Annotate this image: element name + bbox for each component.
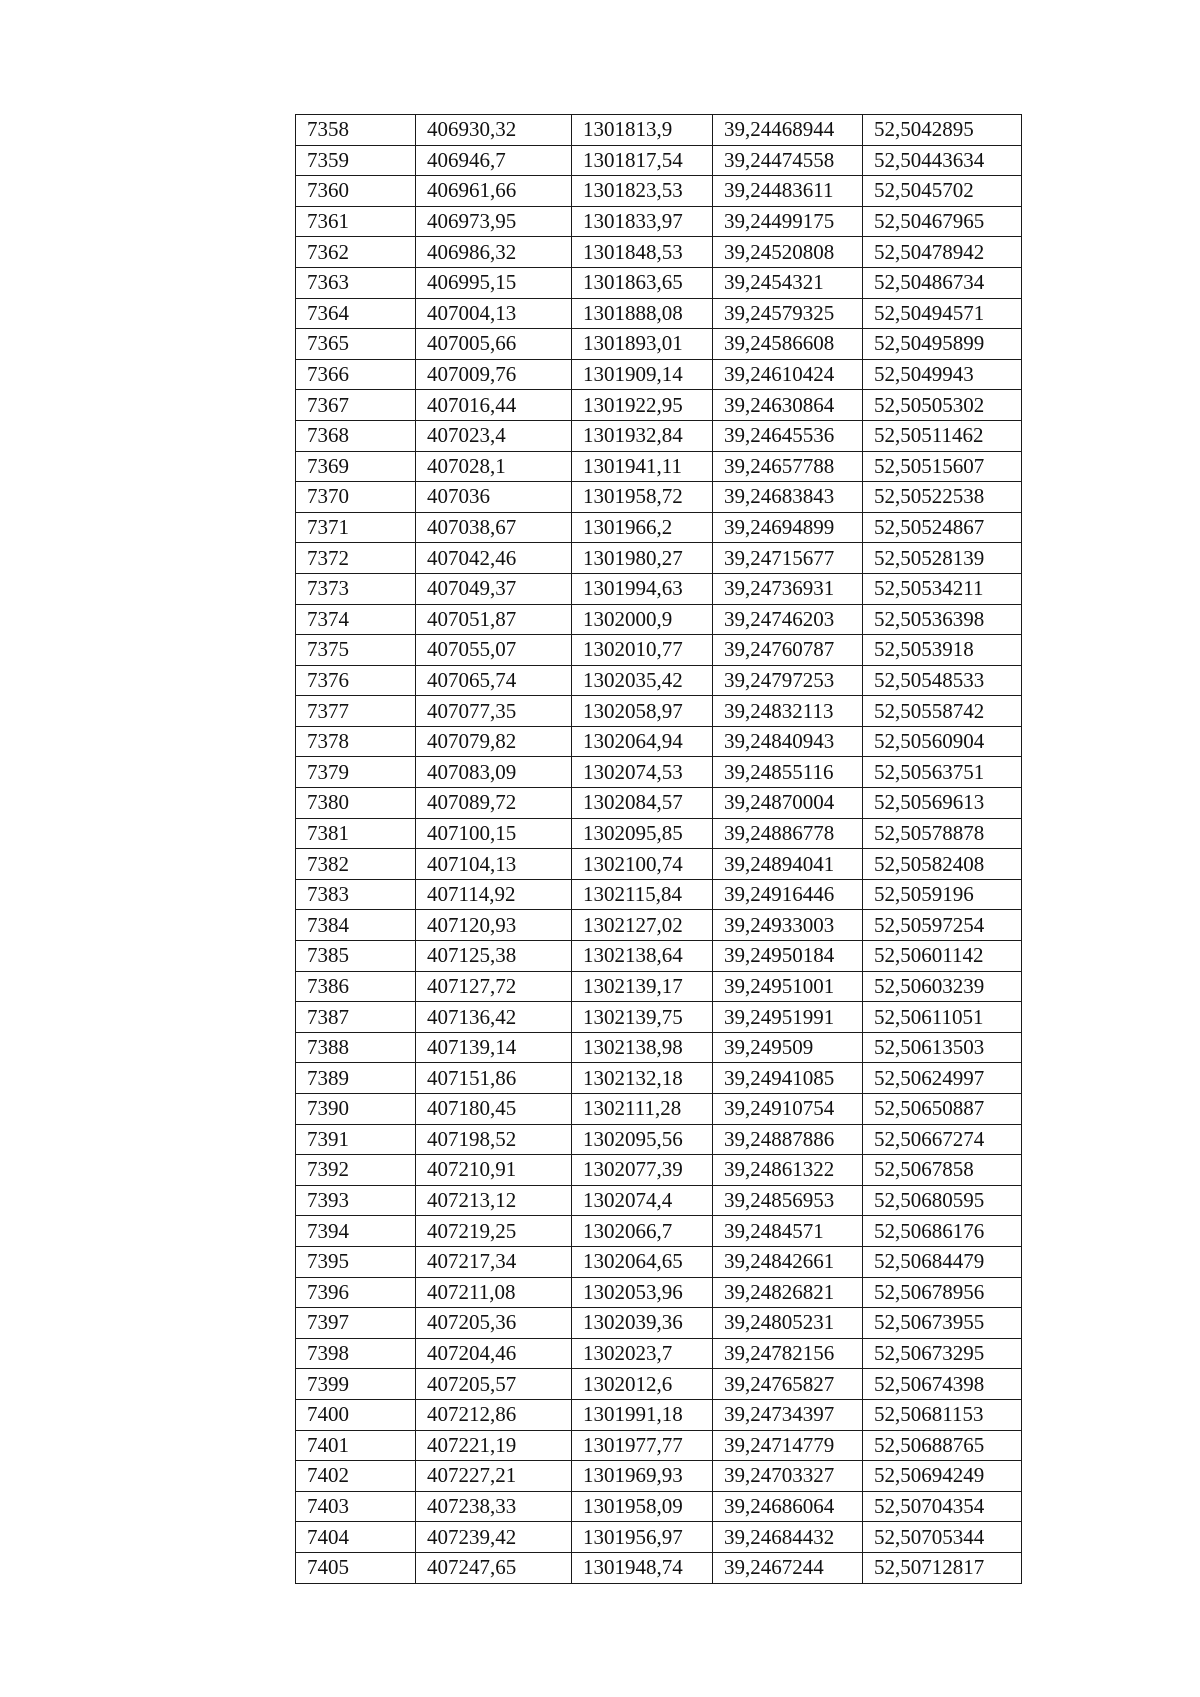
point-number-cell: 7362	[296, 237, 416, 268]
y-coordinate-cell: 1301817,54	[572, 145, 713, 176]
x-coordinate-cell: 407042,46	[416, 543, 572, 574]
x-coordinate-cell: 407004,13	[416, 298, 572, 329]
table-row	[296, 115, 1022, 146]
y-coordinate-cell: 1302039,36	[572, 1308, 713, 1339]
x-coordinate-cell: 407028,1	[416, 451, 572, 482]
y-coordinate-cell: 1301977,77	[572, 1430, 713, 1461]
y-coordinate-cell: 1301922,95	[572, 390, 713, 421]
table-row	[296, 665, 1022, 696]
latitude-cell: 39,24520808	[713, 237, 863, 268]
x-coordinate-cell: 407009,76	[416, 359, 572, 390]
point-number-cell: 7384	[296, 910, 416, 941]
longitude-cell: 52,50494571	[863, 298, 1022, 329]
point-number-cell: 7371	[296, 512, 416, 543]
y-coordinate-cell: 1302095,56	[572, 1124, 713, 1155]
longitude-cell: 52,5053918	[863, 635, 1022, 666]
x-coordinate-cell: 407198,52	[416, 1124, 572, 1155]
table-row	[296, 145, 1022, 176]
longitude-cell: 52,5042895	[863, 115, 1022, 146]
coordinates-table-body	[296, 115, 1022, 1584]
point-number-cell: 7391	[296, 1124, 416, 1155]
point-number-cell: 7377	[296, 696, 416, 727]
longitude-cell: 52,5067858	[863, 1155, 1022, 1186]
longitude-cell: 52,50582408	[863, 849, 1022, 880]
point-number-cell: 7363	[296, 267, 416, 298]
longitude-cell: 52,50603239	[863, 971, 1022, 1002]
point-number-cell: 7398	[296, 1338, 416, 1369]
x-coordinate-cell: 407051,87	[416, 604, 572, 635]
latitude-cell: 39,24736931	[713, 573, 863, 604]
longitude-cell: 52,50478942	[863, 237, 1022, 268]
latitude-cell: 39,2484571	[713, 1216, 863, 1247]
point-number-cell: 7389	[296, 1063, 416, 1094]
x-coordinate-cell: 407238,33	[416, 1491, 572, 1522]
point-number-cell: 7380	[296, 788, 416, 819]
latitude-cell: 39,24694899	[713, 512, 863, 543]
longitude-cell: 52,50443634	[863, 145, 1022, 176]
point-number-cell: 7390	[296, 1094, 416, 1125]
longitude-cell: 52,50611051	[863, 1002, 1022, 1033]
latitude-cell: 39,24887886	[713, 1124, 863, 1155]
y-coordinate-cell: 1302127,02	[572, 910, 713, 941]
table-row	[296, 757, 1022, 788]
point-number-cell: 7367	[296, 390, 416, 421]
longitude-cell: 52,50678956	[863, 1277, 1022, 1308]
latitude-cell: 39,24586608	[713, 329, 863, 360]
point-number-cell: 7368	[296, 420, 416, 451]
longitude-cell: 52,50674398	[863, 1369, 1022, 1400]
longitude-cell: 52,50522538	[863, 482, 1022, 513]
x-coordinate-cell: 407136,42	[416, 1002, 572, 1033]
latitude-cell: 39,24805231	[713, 1308, 863, 1339]
longitude-cell: 52,50680595	[863, 1185, 1022, 1216]
latitude-cell: 39,24856953	[713, 1185, 863, 1216]
y-coordinate-cell: 1301833,97	[572, 206, 713, 237]
y-coordinate-cell: 1302012,6	[572, 1369, 713, 1400]
x-coordinate-cell: 407180,45	[416, 1094, 572, 1125]
point-number-cell: 7397	[296, 1308, 416, 1339]
longitude-cell: 52,50528139	[863, 543, 1022, 574]
point-number-cell: 7393	[296, 1185, 416, 1216]
table-row	[296, 818, 1022, 849]
latitude-cell: 39,24782156	[713, 1338, 863, 1369]
x-coordinate-cell: 406986,32	[416, 237, 572, 268]
y-coordinate-cell: 1302074,53	[572, 757, 713, 788]
x-coordinate-cell: 407205,57	[416, 1369, 572, 1400]
x-coordinate-cell: 407038,67	[416, 512, 572, 543]
y-coordinate-cell: 1301958,09	[572, 1491, 713, 1522]
longitude-cell: 52,5059196	[863, 879, 1022, 910]
y-coordinate-cell: 1302058,97	[572, 696, 713, 727]
y-coordinate-cell: 1301941,11	[572, 451, 713, 482]
latitude-cell: 39,24686064	[713, 1491, 863, 1522]
longitude-cell: 52,50515607	[863, 451, 1022, 482]
longitude-cell: 52,50681153	[863, 1399, 1022, 1430]
latitude-cell: 39,24842661	[713, 1246, 863, 1277]
x-coordinate-cell: 406973,95	[416, 206, 572, 237]
point-number-cell: 7403	[296, 1491, 416, 1522]
point-number-cell: 7360	[296, 176, 416, 207]
point-number-cell: 7401	[296, 1430, 416, 1461]
y-coordinate-cell: 1302138,64	[572, 941, 713, 972]
longitude-cell: 52,50563751	[863, 757, 1022, 788]
table-row	[296, 849, 1022, 880]
table-row	[296, 604, 1022, 635]
table-row	[296, 696, 1022, 727]
point-number-cell: 7395	[296, 1246, 416, 1277]
x-coordinate-cell: 406961,66	[416, 176, 572, 207]
point-number-cell: 7400	[296, 1399, 416, 1430]
point-number-cell: 7396	[296, 1277, 416, 1308]
x-coordinate-cell: 407127,72	[416, 971, 572, 1002]
latitude-cell: 39,24910754	[713, 1094, 863, 1125]
point-number-cell: 7366	[296, 359, 416, 390]
point-number-cell: 7383	[296, 879, 416, 910]
y-coordinate-cell: 1302053,96	[572, 1277, 713, 1308]
table-row	[296, 1552, 1022, 1583]
longitude-cell: 52,50558742	[863, 696, 1022, 727]
point-number-cell: 7374	[296, 604, 416, 635]
longitude-cell: 52,50505302	[863, 390, 1022, 421]
y-coordinate-cell: 1301813,9	[572, 115, 713, 146]
longitude-cell: 52,50704354	[863, 1491, 1022, 1522]
x-coordinate-cell: 407210,91	[416, 1155, 572, 1186]
y-coordinate-cell: 1301848,53	[572, 237, 713, 268]
x-coordinate-cell: 407083,09	[416, 757, 572, 788]
latitude-cell: 39,24941085	[713, 1063, 863, 1094]
table-row	[296, 176, 1022, 207]
table-row	[296, 1338, 1022, 1369]
longitude-cell: 52,50486734	[863, 267, 1022, 298]
x-coordinate-cell: 407079,82	[416, 726, 572, 757]
y-coordinate-cell: 1302139,17	[572, 971, 713, 1002]
y-coordinate-cell: 1302064,65	[572, 1246, 713, 1277]
longitude-cell: 52,50548533	[863, 665, 1022, 696]
y-coordinate-cell: 1302100,74	[572, 849, 713, 880]
x-coordinate-cell: 407204,46	[416, 1338, 572, 1369]
table-row	[296, 298, 1022, 329]
latitude-cell: 39,24826821	[713, 1277, 863, 1308]
longitude-cell: 52,50667274	[863, 1124, 1022, 1155]
table-row	[296, 1308, 1022, 1339]
x-coordinate-cell: 407227,21	[416, 1461, 572, 1492]
latitude-cell: 39,24714779	[713, 1430, 863, 1461]
y-coordinate-cell: 1301948,74	[572, 1552, 713, 1583]
table-row	[296, 1461, 1022, 1492]
table-row	[296, 206, 1022, 237]
latitude-cell: 39,24703327	[713, 1461, 863, 1492]
latitude-cell: 39,24894041	[713, 849, 863, 880]
x-coordinate-cell: 407211,08	[416, 1277, 572, 1308]
longitude-cell: 52,50467965	[863, 206, 1022, 237]
latitude-cell: 39,24951991	[713, 1002, 863, 1033]
latitude-cell: 39,2467244	[713, 1552, 863, 1583]
latitude-cell: 39,24861322	[713, 1155, 863, 1186]
point-number-cell: 7373	[296, 573, 416, 604]
y-coordinate-cell: 1302111,28	[572, 1094, 713, 1125]
longitude-cell: 52,50688765	[863, 1430, 1022, 1461]
latitude-cell: 39,24870004	[713, 788, 863, 819]
table-row	[296, 543, 1022, 574]
longitude-cell: 52,50624997	[863, 1063, 1022, 1094]
longitude-cell: 52,50712817	[863, 1552, 1022, 1583]
x-coordinate-cell: 407036	[416, 482, 572, 513]
table-row	[296, 910, 1022, 941]
latitude-cell: 39,24610424	[713, 359, 863, 390]
longitude-cell: 52,50524867	[863, 512, 1022, 543]
y-coordinate-cell: 1302139,75	[572, 1002, 713, 1033]
latitude-cell: 39,24855116	[713, 757, 863, 788]
point-number-cell: 7387	[296, 1002, 416, 1033]
y-coordinate-cell: 1302138,98	[572, 1032, 713, 1063]
latitude-cell: 39,2454321	[713, 267, 863, 298]
longitude-cell: 52,50686176	[863, 1216, 1022, 1247]
longitude-cell: 52,50694249	[863, 1461, 1022, 1492]
x-coordinate-cell: 407212,86	[416, 1399, 572, 1430]
latitude-cell: 39,24645536	[713, 420, 863, 451]
y-coordinate-cell: 1301823,53	[572, 176, 713, 207]
latitude-cell: 39,24916446	[713, 879, 863, 910]
point-number-cell: 7375	[296, 635, 416, 666]
point-number-cell: 7399	[296, 1369, 416, 1400]
longitude-cell: 52,50613503	[863, 1032, 1022, 1063]
table-row	[296, 1155, 1022, 1186]
longitude-cell: 52,50650887	[863, 1094, 1022, 1125]
latitude-cell: 39,24468944	[713, 115, 863, 146]
latitude-cell: 39,24657788	[713, 451, 863, 482]
x-coordinate-cell: 407089,72	[416, 788, 572, 819]
point-number-cell: 7364	[296, 298, 416, 329]
x-coordinate-cell: 407139,14	[416, 1032, 572, 1063]
x-coordinate-cell: 407151,86	[416, 1063, 572, 1094]
table-row	[296, 1032, 1022, 1063]
point-number-cell: 7394	[296, 1216, 416, 1247]
point-number-cell: 7361	[296, 206, 416, 237]
x-coordinate-cell: 407016,44	[416, 390, 572, 421]
longitude-cell: 52,50569613	[863, 788, 1022, 819]
y-coordinate-cell: 1301909,14	[572, 359, 713, 390]
y-coordinate-cell: 1302023,7	[572, 1338, 713, 1369]
latitude-cell: 39,24630864	[713, 390, 863, 421]
longitude-cell: 52,50684479	[863, 1246, 1022, 1277]
x-coordinate-cell: 407100,15	[416, 818, 572, 849]
y-coordinate-cell: 1301991,18	[572, 1399, 713, 1430]
y-coordinate-cell: 1301966,2	[572, 512, 713, 543]
point-number-cell: 7385	[296, 941, 416, 972]
longitude-cell: 52,5049943	[863, 359, 1022, 390]
longitude-cell: 52,50601142	[863, 941, 1022, 972]
point-number-cell: 7376	[296, 665, 416, 696]
latitude-cell: 39,249509	[713, 1032, 863, 1063]
latitude-cell: 39,24886778	[713, 818, 863, 849]
table-row	[296, 879, 1022, 910]
longitude-cell: 52,50560904	[863, 726, 1022, 757]
y-coordinate-cell: 1302035,42	[572, 665, 713, 696]
point-number-cell: 7372	[296, 543, 416, 574]
latitude-cell: 39,24951001	[713, 971, 863, 1002]
y-coordinate-cell: 1301863,65	[572, 267, 713, 298]
table-row	[296, 1216, 1022, 1247]
table-row	[296, 1522, 1022, 1553]
table-row	[296, 267, 1022, 298]
longitude-cell: 52,50495899	[863, 329, 1022, 360]
point-number-cell: 7405	[296, 1552, 416, 1583]
longitude-cell: 52,50511462	[863, 420, 1022, 451]
point-number-cell: 7402	[296, 1461, 416, 1492]
point-number-cell: 7379	[296, 757, 416, 788]
table-row	[296, 1369, 1022, 1400]
x-coordinate-cell: 406946,7	[416, 145, 572, 176]
latitude-cell: 39,24760787	[713, 635, 863, 666]
latitude-cell: 39,24746203	[713, 604, 863, 635]
y-coordinate-cell: 1301958,72	[572, 482, 713, 513]
latitude-cell: 39,24797253	[713, 665, 863, 696]
x-coordinate-cell: 407065,74	[416, 665, 572, 696]
x-coordinate-cell: 407217,34	[416, 1246, 572, 1277]
x-coordinate-cell: 406930,32	[416, 115, 572, 146]
latitude-cell: 39,24933003	[713, 910, 863, 941]
longitude-cell: 52,50597254	[863, 910, 1022, 941]
x-coordinate-cell: 407247,65	[416, 1552, 572, 1583]
table-row	[296, 941, 1022, 972]
point-number-cell: 7382	[296, 849, 416, 880]
point-number-cell: 7386	[296, 971, 416, 1002]
table-row	[296, 420, 1022, 451]
point-number-cell: 7358	[296, 115, 416, 146]
table-row	[296, 788, 1022, 819]
point-number-cell: 7388	[296, 1032, 416, 1063]
x-coordinate-cell: 407055,07	[416, 635, 572, 666]
y-coordinate-cell: 1302095,85	[572, 818, 713, 849]
table-row	[296, 573, 1022, 604]
table-row	[296, 1430, 1022, 1461]
x-coordinate-cell: 407221,19	[416, 1430, 572, 1461]
latitude-cell: 39,24715677	[713, 543, 863, 574]
table-row	[296, 1399, 1022, 1430]
point-number-cell: 7370	[296, 482, 416, 513]
x-coordinate-cell: 407239,42	[416, 1522, 572, 1553]
latitude-cell: 39,24683843	[713, 482, 863, 513]
y-coordinate-cell: 1302074,4	[572, 1185, 713, 1216]
table-row	[296, 482, 1022, 513]
table-row	[296, 329, 1022, 360]
latitude-cell: 39,24950184	[713, 941, 863, 972]
point-number-cell: 7392	[296, 1155, 416, 1186]
table-row	[296, 1094, 1022, 1125]
table-row	[296, 1491, 1022, 1522]
table-row	[296, 237, 1022, 268]
y-coordinate-cell: 1302115,84	[572, 879, 713, 910]
table-row	[296, 1002, 1022, 1033]
latitude-cell: 39,24499175	[713, 206, 863, 237]
latitude-cell: 39,24684432	[713, 1522, 863, 1553]
y-coordinate-cell: 1301932,84	[572, 420, 713, 451]
table-row	[296, 390, 1022, 421]
table-row	[296, 359, 1022, 390]
longitude-cell: 52,50534211	[863, 573, 1022, 604]
table-row	[296, 635, 1022, 666]
x-coordinate-cell: 407114,92	[416, 879, 572, 910]
table-row	[296, 1246, 1022, 1277]
y-coordinate-cell: 1302084,57	[572, 788, 713, 819]
x-coordinate-cell: 407077,35	[416, 696, 572, 727]
table-row	[296, 451, 1022, 482]
latitude-cell: 39,24483611	[713, 176, 863, 207]
y-coordinate-cell: 1302000,9	[572, 604, 713, 635]
latitude-cell: 39,24765827	[713, 1369, 863, 1400]
table-row	[296, 1277, 1022, 1308]
point-number-cell: 7404	[296, 1522, 416, 1553]
table-row	[296, 1124, 1022, 1155]
x-coordinate-cell: 407205,36	[416, 1308, 572, 1339]
x-coordinate-cell: 407049,37	[416, 573, 572, 604]
longitude-cell: 52,50705344	[863, 1522, 1022, 1553]
table-row	[296, 512, 1022, 543]
latitude-cell: 39,24832113	[713, 696, 863, 727]
y-coordinate-cell: 1301980,27	[572, 543, 713, 574]
point-number-cell: 7378	[296, 726, 416, 757]
x-coordinate-cell: 407023,4	[416, 420, 572, 451]
y-coordinate-cell: 1301994,63	[572, 573, 713, 604]
point-number-cell: 7365	[296, 329, 416, 360]
y-coordinate-cell: 1301969,93	[572, 1461, 713, 1492]
x-coordinate-cell: 407005,66	[416, 329, 572, 360]
longitude-cell: 52,50673295	[863, 1338, 1022, 1369]
table-row	[296, 1063, 1022, 1094]
table-row	[296, 1185, 1022, 1216]
point-number-cell: 7359	[296, 145, 416, 176]
y-coordinate-cell: 1301888,08	[572, 298, 713, 329]
latitude-cell: 39,24579325	[713, 298, 863, 329]
coordinates-table	[295, 114, 1022, 1584]
x-coordinate-cell: 407125,38	[416, 941, 572, 972]
x-coordinate-cell: 407104,13	[416, 849, 572, 880]
table-row	[296, 971, 1022, 1002]
longitude-cell: 52,50578878	[863, 818, 1022, 849]
table-row	[296, 726, 1022, 757]
x-coordinate-cell: 407120,93	[416, 910, 572, 941]
y-coordinate-cell: 1302132,18	[572, 1063, 713, 1094]
longitude-cell: 52,5045702	[863, 176, 1022, 207]
latitude-cell: 39,24840943	[713, 726, 863, 757]
y-coordinate-cell: 1302064,94	[572, 726, 713, 757]
x-coordinate-cell: 406995,15	[416, 267, 572, 298]
y-coordinate-cell: 1301956,97	[572, 1522, 713, 1553]
longitude-cell: 52,50536398	[863, 604, 1022, 635]
latitude-cell: 39,24474558	[713, 145, 863, 176]
y-coordinate-cell: 1302066,7	[572, 1216, 713, 1247]
y-coordinate-cell: 1302010,77	[572, 635, 713, 666]
longitude-cell: 52,50673955	[863, 1308, 1022, 1339]
y-coordinate-cell: 1302077,39	[572, 1155, 713, 1186]
latitude-cell: 39,24734397	[713, 1399, 863, 1430]
point-number-cell: 7381	[296, 818, 416, 849]
y-coordinate-cell: 1301893,01	[572, 329, 713, 360]
x-coordinate-cell: 407213,12	[416, 1185, 572, 1216]
point-number-cell: 7369	[296, 451, 416, 482]
x-coordinate-cell: 407219,25	[416, 1216, 572, 1247]
